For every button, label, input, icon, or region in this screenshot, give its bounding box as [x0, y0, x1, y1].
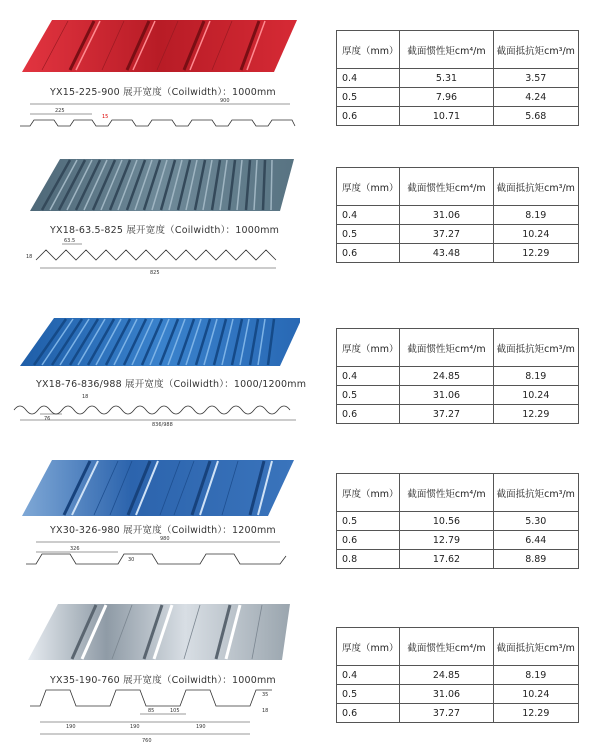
- profile-drawing: [10, 390, 300, 430]
- product-caption: YX18-76-836/988 展开宽度（Coilwidth）：1000/1200mm: [36, 379, 307, 390]
- col-thickness: 厚度（mm）: [337, 168, 400, 206]
- table-row: 0.5 37.27 10.24: [337, 225, 579, 244]
- dim-rib-a: 85: [148, 708, 155, 714]
- col-thickness: 厚度（mm）: [337, 628, 400, 666]
- col-thickness: 厚度（mm）: [337, 329, 400, 367]
- spec-table: [336, 627, 579, 723]
- table-row: 0.8 17.62 8.89: [337, 550, 579, 569]
- product-caption: YX18-63.5-825 展开宽度（Coilwidth）：1000mm: [50, 225, 280, 236]
- dim-pitch-2: 190: [130, 724, 140, 730]
- dim-rib-b: 105: [170, 708, 180, 714]
- table-row: 0.6 43.48 12.29: [337, 244, 579, 263]
- spec-table: [336, 473, 579, 569]
- table-row: 0.4 5.31 3.57: [337, 69, 579, 88]
- table-row: 0.4 24.85 8.19: [337, 367, 579, 386]
- col-modulus: 截面抵抗矩cm³/m: [493, 31, 578, 69]
- col-modulus: 截面抵抗矩cm³/m: [493, 474, 578, 512]
- col-inertia: 截面惯性矩cm⁴/m: [400, 168, 493, 206]
- dim-pitch: 190: [66, 724, 76, 730]
- product-caption: YX30-326-980 展开宽度（Coilwidth）：1200mm: [50, 525, 276, 536]
- dim-overall: 760: [142, 738, 152, 744]
- spec-table: [336, 167, 579, 263]
- table-row: 0.4 31.06 8.19: [337, 206, 579, 225]
- profile-drawing: [10, 682, 300, 752]
- dim-overall: 825: [150, 270, 160, 276]
- table-row: 0.6 37.27 12.29: [337, 405, 579, 424]
- product-yx15: [0, 0, 600, 150]
- col-inertia: 截面惯性矩cm⁴/m: [400, 31, 493, 69]
- dim-height: 30: [128, 557, 135, 563]
- col-modulus: 截面抵抗矩cm³/m: [493, 628, 578, 666]
- dim-pitch: 225: [55, 108, 65, 114]
- silver-trapezoidal-sheet-image: [12, 600, 300, 664]
- product-caption: YX15-225-900 展开宽度（Coilwidth）：1000mm: [50, 87, 276, 98]
- table-row: 0.4 24.85 8.19: [337, 666, 579, 685]
- col-thickness: 厚度（mm）: [337, 31, 400, 69]
- product-yx35: [0, 600, 600, 754]
- red-trapezoidal-sheet-image: [12, 12, 300, 80]
- blue-trapezoidal-sheet-image: [12, 456, 300, 520]
- col-inertia: 截面惯性矩cm⁴/m: [400, 329, 493, 367]
- table-row: 0.6 10.71 5.68: [337, 107, 579, 126]
- product-yx30: [0, 450, 600, 600]
- dim-overall: 836/988: [152, 422, 173, 428]
- dim-pitch: 63.5: [64, 238, 76, 244]
- col-modulus: 截面抵抗矩cm³/m: [493, 168, 578, 206]
- dim-height: 18: [82, 394, 89, 400]
- table-row: 0.6 12.79 6.44: [337, 531, 579, 550]
- dim-height: 18: [26, 254, 33, 260]
- table-row: 0.5 31.06 10.24: [337, 685, 579, 704]
- product-yx18-76: [0, 300, 600, 450]
- dim-height: 15: [102, 114, 109, 120]
- col-modulus: 截面抵抗矩cm³/m: [493, 329, 578, 367]
- table-row: 0.5 31.06 10.24: [337, 386, 579, 405]
- profile-drawing: [10, 236, 300, 280]
- dim-pitch: 326: [70, 546, 80, 552]
- profile-drawing: [10, 96, 300, 132]
- dim-pitch: 76: [44, 416, 51, 422]
- table-row: 0.6 37.27 12.29: [337, 704, 579, 723]
- table-row: 0.5 7.96 4.24: [337, 88, 579, 107]
- product-caption: YX35-190-760 展开宽度（Coilwidth）：1000mm: [50, 675, 276, 686]
- dim-height: 35: [262, 692, 269, 698]
- spec-table: [336, 30, 579, 126]
- profile-drawing: [10, 534, 300, 574]
- col-thickness: 厚度（mm）: [337, 474, 400, 512]
- blue-corrugated-sheet-image: [12, 314, 300, 370]
- dim-edge: 18: [262, 708, 269, 714]
- spec-table: [336, 328, 579, 424]
- dim-pitch-3: 190: [196, 724, 206, 730]
- col-inertia: 截面惯性矩cm⁴/m: [400, 628, 493, 666]
- col-inertia: 截面惯性矩cm⁴/m: [400, 474, 493, 512]
- table-row: 0.5 10.56 5.30: [337, 512, 579, 531]
- dim-overall: 980: [160, 536, 170, 542]
- dim-overall: 900: [220, 98, 230, 104]
- grey-corrugated-sheet-image: [12, 155, 300, 215]
- product-yx18-635: [0, 150, 600, 300]
